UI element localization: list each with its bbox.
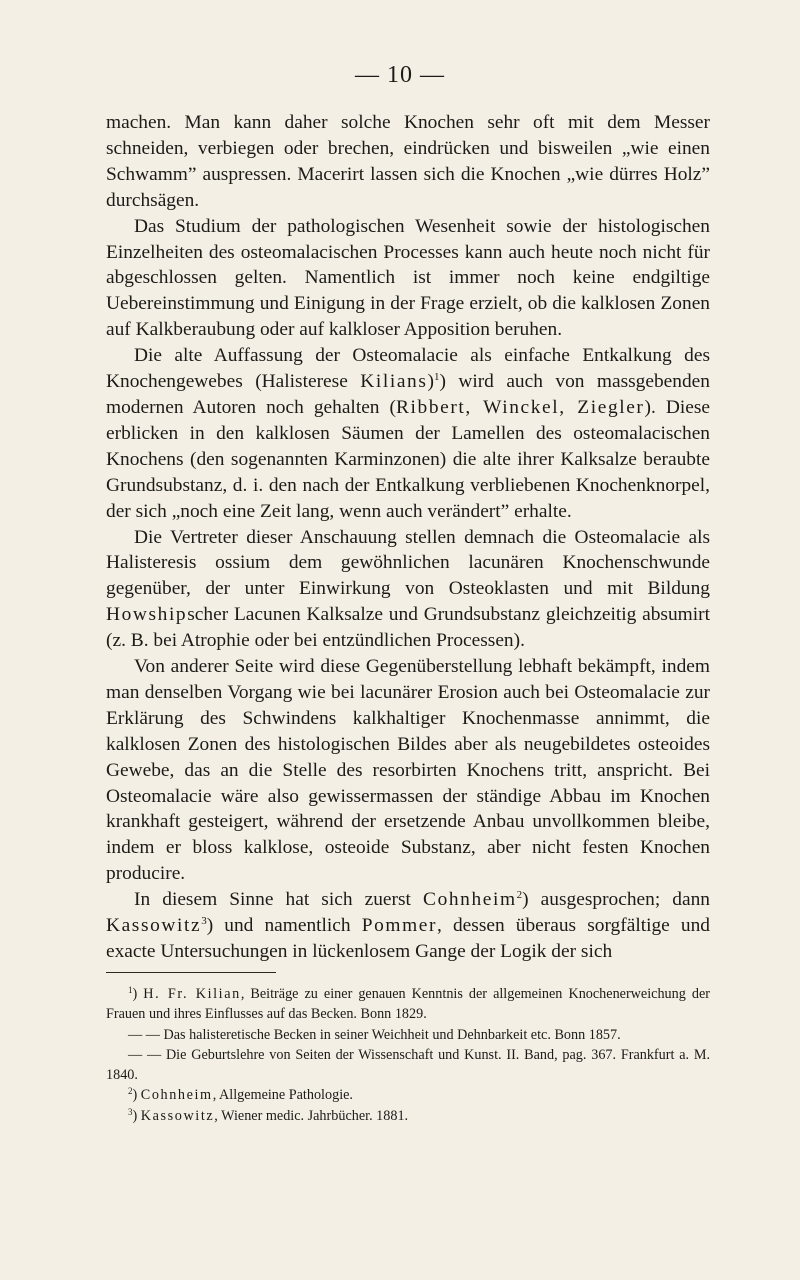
spaced-name: Ribbert, Winckel, Ziegler (396, 396, 645, 418)
spaced-name: Cohnheim (423, 889, 517, 911)
text-run: ) und namentlich (206, 915, 362, 937)
paragraph (106, 654, 710, 887)
text-run: Die alte Auffassung der Osteomalacie als einfache Entkalkung des Knochengewebes (Halisterese (106, 345, 710, 393)
footnote (106, 984, 710, 1025)
paragraph (106, 887, 710, 965)
text-run: ) (132, 1087, 141, 1104)
footnote-ref: 2 (516, 889, 523, 902)
spaced-name: Pommer (361, 915, 438, 937)
spaced-name: H. Fr. Kilian (143, 986, 241, 1002)
text-run: ) (132, 986, 144, 1002)
text-run: Die Vertreter dieser Anschauung stellen demnach die Osteomalacie als Halisteresis ossium dem gewöhnlichen lacunären Knochenschwunde gegenüber, der unter Einwirkung von Osteoklasten und mit Bildung (106, 526, 710, 600)
footnotes (106, 984, 710, 1126)
footnote-ref: 3 (128, 1106, 133, 1117)
text-run: — — Das halisteretische Becken in seiner Weichheit und Dehnbarkeit etc. Bonn 1857. (128, 1026, 621, 1043)
paragraph (106, 343, 710, 524)
text-run: ) (132, 1107, 141, 1124)
text-run: ) wird auch von massgebenden modernen Autoren noch gehalten ( (106, 371, 710, 418)
text-run: , Allgemeine Pathologie. (212, 1087, 353, 1104)
footnote (106, 1085, 710, 1105)
spaced-name: Cohnheim (140, 1087, 213, 1104)
text-run: machen. Man kann daher solche Knochen sehr oft mit dem Messer schneiden, verbiegen oder brechen, eindrücken und bisweilen „wie einen Schwamm” auspressen. Macerirt lassen sich die Knochen „wie dürres Holz” durchsägen. (106, 112, 710, 211)
text-run: , Wiener medic. Jahrbücher. 1881. (214, 1107, 409, 1124)
footnote-ref: 1 (433, 371, 440, 384)
footnote-separator (106, 972, 276, 973)
text-run: Das Studium der pathologischen Wesenheit sowie der histologischen Einzelheiten des osteomalacischen Processes kann auch heute noch nicht für abgeschlossen gelten. Namentlich ist immer noch keine endgiltige Uebereinstimmung und Einigung in der Frage erzielt, ob die kalklosen Zonen auf Kalkberaubung oder auf kalkloser Apposition beruhen. (106, 215, 710, 341)
spaced-name: Kilians (360, 371, 428, 393)
page-number: — 10 — (355, 62, 445, 88)
spaced-name: Howship (106, 604, 188, 626)
body-text (106, 110, 710, 965)
footnote-ref: 1 (128, 985, 133, 995)
footnote (106, 1025, 710, 1045)
spaced-name: Kassowitz (106, 915, 202, 937)
text-run: , dessen überaus sorgfältige und exacte Untersuchungen in lückenlosem Gange der Logik der sich (106, 915, 710, 962)
text-run: ). Diese erblicken in den kalklosen Säumen der Lamellen des osteomalacischen Knochens (den sogenannten Karminzonen) die alte ihrer Kalksalze beraubte Grundsubstanz, d. i. den nach der Entkalkung verbliebenen Knochenknorpel, der sich „noch eine Zeit lang, wenn auch verändert” erhalte. (106, 396, 710, 522)
footnote (106, 1106, 710, 1126)
text-run: ) ausgesprochen; dann (522, 889, 710, 911)
footnote-ref: 3 (201, 915, 207, 928)
text-run: — — Die Geburtslehre von Seiten der Wissenschaft und Kunst. II. Band, pag. 367. Frankfurt a. M. 1840. (106, 1046, 710, 1084)
text-run: In diesem Sinne hat sich zuerst (134, 889, 424, 911)
spaced-name: Kassowitz (140, 1107, 215, 1124)
paragraph (106, 110, 710, 214)
text-run: ) (427, 371, 434, 393)
footnote-ref: 2 (128, 1086, 133, 1097)
text-run: scher Lacunen Kalksalze und Grundsubstanz gleichzeitig absumirt (z. B. bei Atrophie oder bei entzündlichen Processen). (106, 604, 710, 652)
text-run: , Beiträge zu einer genauen Kenntnis der allgemeinen Knochenerweichung der Frauen und ihres Einflusses auf das Becken. Bonn 1829. (106, 986, 710, 1023)
text-run: Von anderer Seite wird diese Gegenüberstellung lebhaft bekämpft, indem man denselben Vorgang wie bei lacunärer Erosion auch bei Osteomalacie zur Erklärung des Schwindens kalkhaltiger Knochenmasse annimmt, die kalklosen Zonen des histologischen Bildes aber als neugebildetes osteoides Gewebe, das an die Stelle des resorbirten Knochens tritt, anspricht. Bei Osteomalacie wäre also gewissermassen der ständige Abbau im Knochen krankhaft gesteigert, während der ersetzende Anbau unvollkommen bleibe, indem er bloss kalklose, osteoide Substanz, aber nicht festen Knochen producire. (106, 656, 710, 885)
footnote (106, 1045, 710, 1086)
paragraph (106, 525, 710, 655)
paragraph (106, 214, 710, 344)
